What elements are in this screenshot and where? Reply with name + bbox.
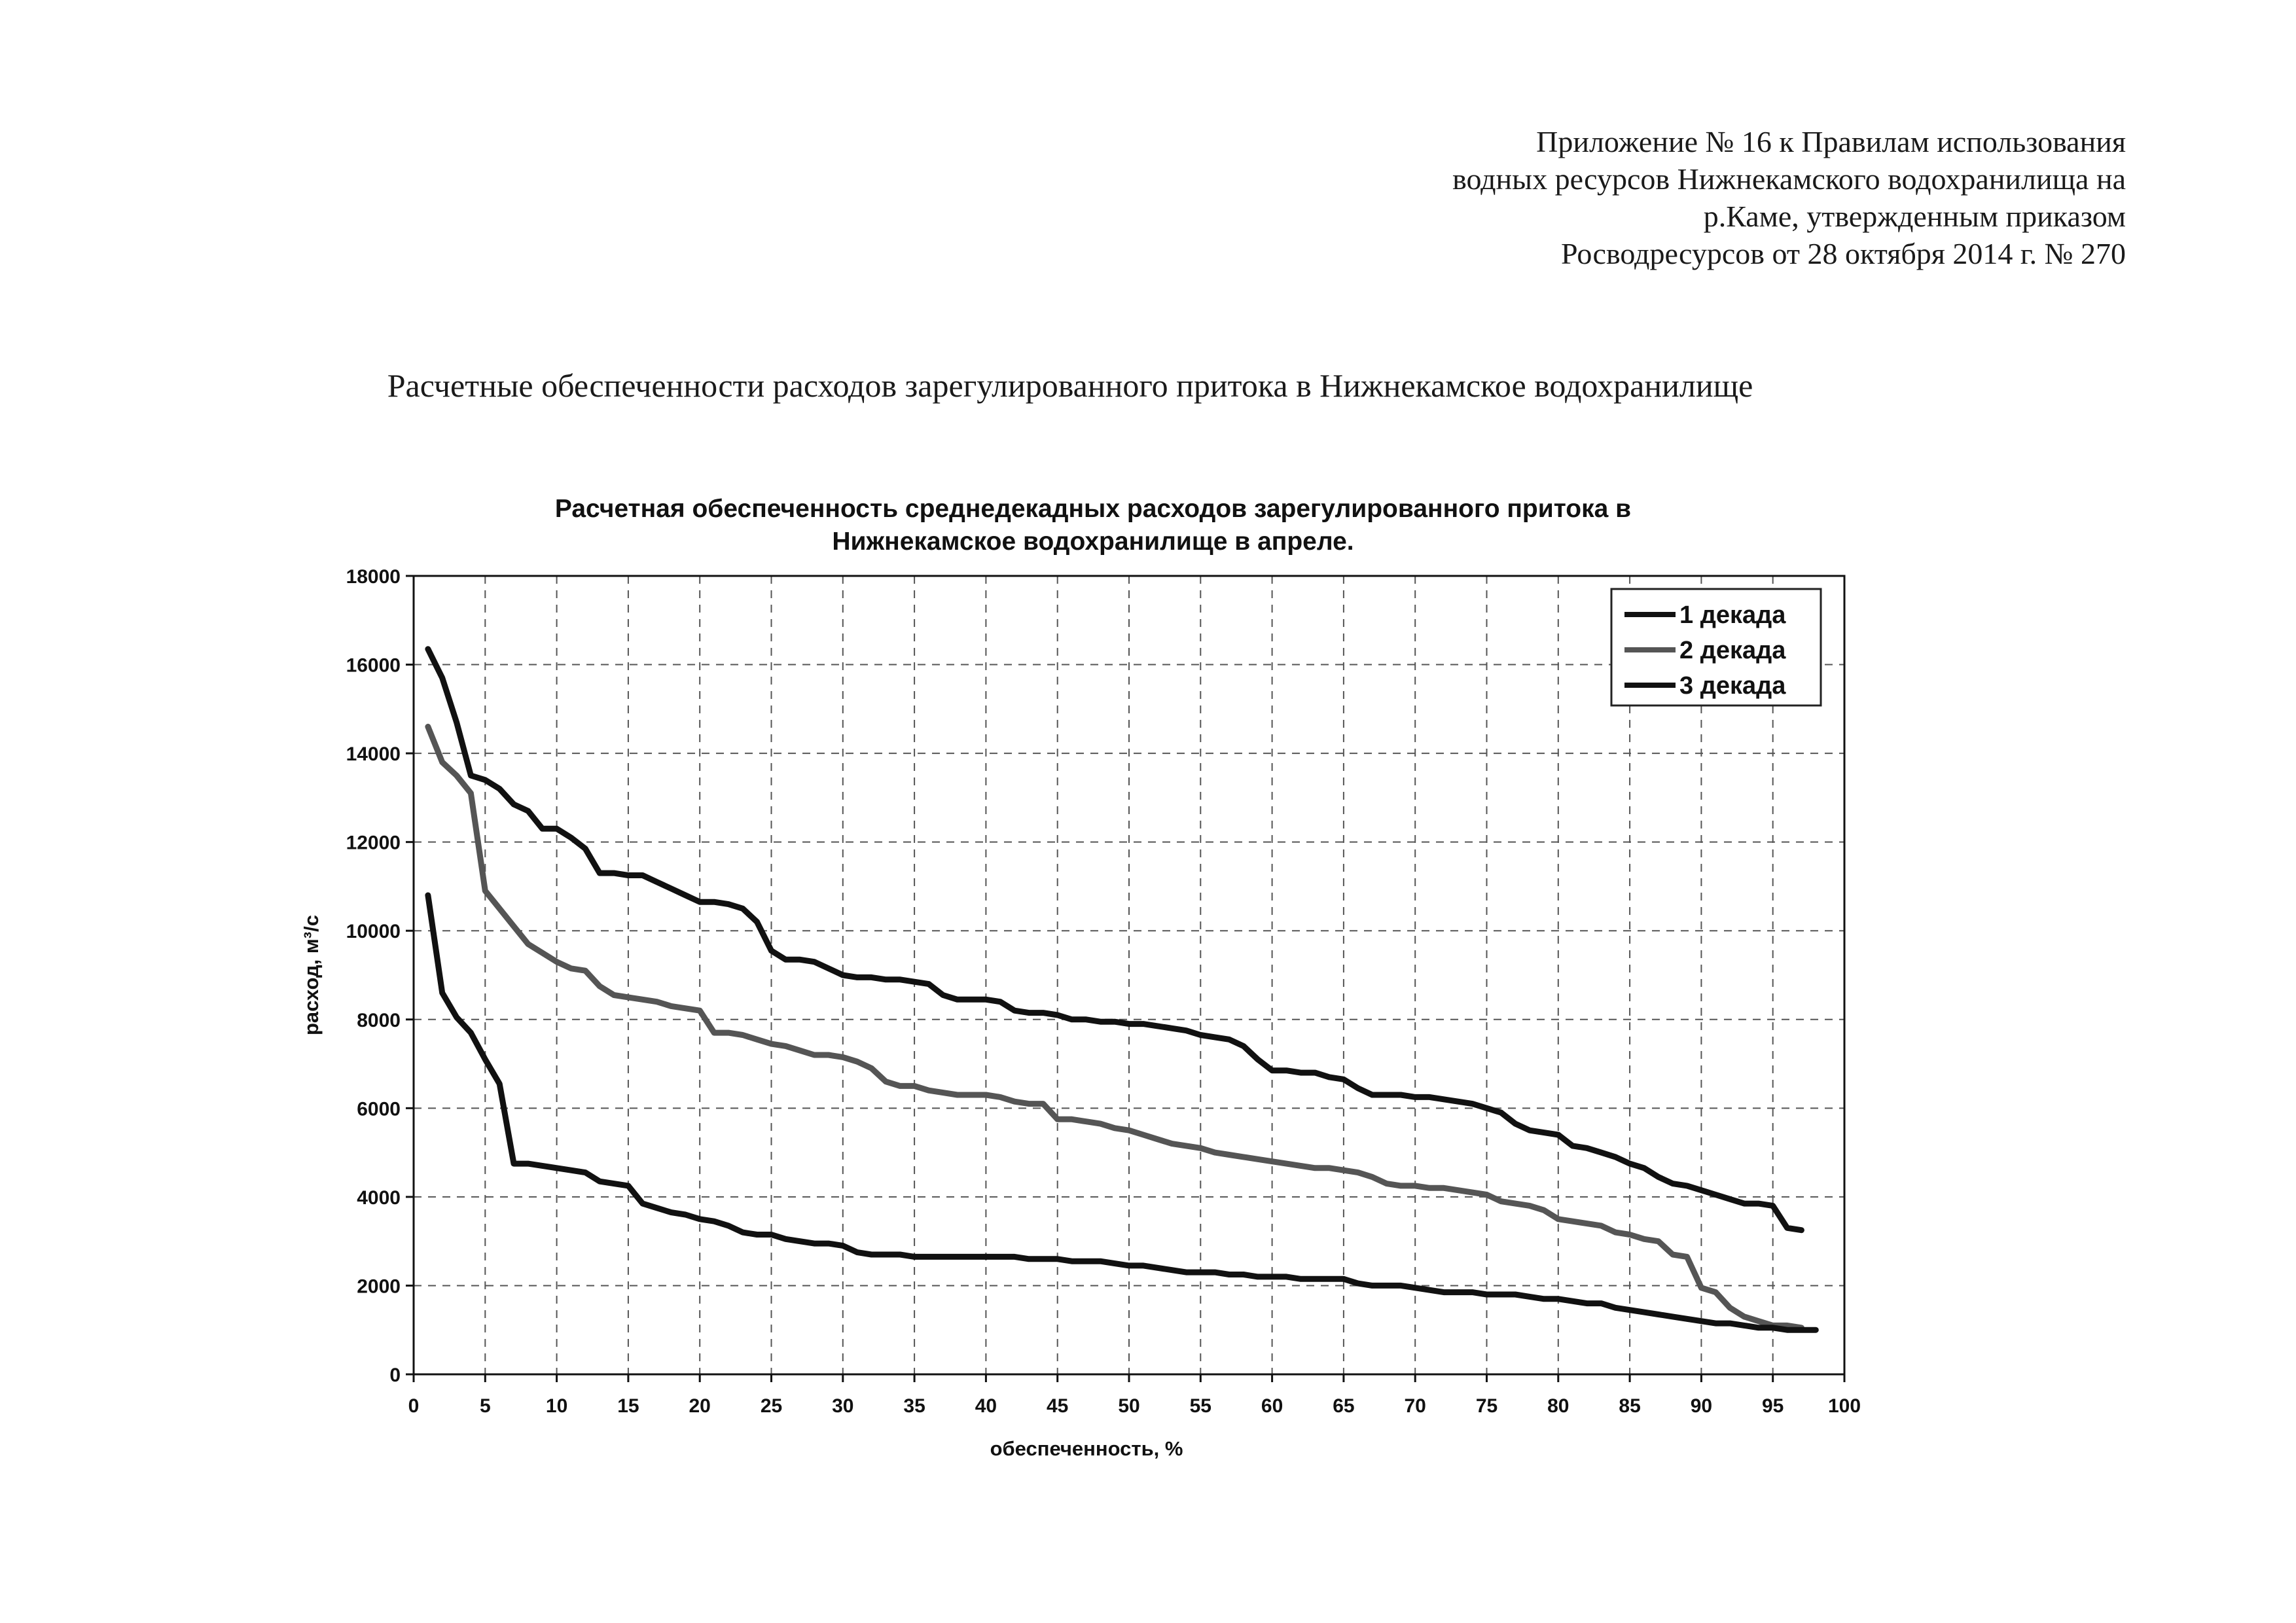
x-tick-label: 85 [1619,1395,1641,1417]
legend-label-1: 1 декада [1679,601,1786,629]
y-tick-label: 16000 [346,654,401,677]
header-line: водных ресурсов Нижнекамского водохранилища на [1452,162,2126,196]
x-tick-label: 10 [545,1395,568,1417]
header-line: р.Каме, утвержденным приказом [1703,200,2126,233]
x-tick-label: 75 [1475,1395,1498,1417]
x-tick-label: 90 [1690,1395,1713,1417]
legend-label-3: 3 декада [1679,672,1786,700]
chart-title-line-2: Нижнекамское водохранилище в апреле. [832,527,1354,556]
y-tick-label: 0 [389,1364,401,1386]
x-tick-label: 65 [1333,1395,1355,1417]
y-tick-label: 2000 [357,1275,401,1298]
series-line-2 [428,726,1802,1327]
x-tick-label: 50 [1118,1395,1140,1417]
y-axis-label: расход, м³/с [300,914,323,1036]
y-tick-label: 14000 [346,743,401,766]
series-line-1 [428,649,1802,1230]
series-line-3 [428,895,1816,1330]
chart-title-line-1: Расчетная обеспеченность среднедекадных расходов зарегулированного притока в [554,495,1632,523]
x-tick-label: 25 [760,1395,783,1417]
header-line: Приложение № 16 к Правилам использования [1536,125,2126,158]
y-tick-label: 10000 [346,921,401,943]
x-tick-label: 45 [1047,1395,1069,1417]
x-tick-label: 15 [617,1395,639,1417]
x-tick-label: 80 [1547,1395,1570,1417]
legend-label-2: 2 декада [1679,637,1786,664]
series-group [428,649,1816,1330]
y-tick-label: 6000 [357,1098,401,1120]
y-tick-label: 18000 [346,566,401,588]
x-tick-label: 55 [1189,1395,1211,1417]
legend [1611,589,1821,705]
y-tick-label: 12000 [346,832,401,854]
x-tick-label: 30 [832,1395,854,1417]
header-line: Росводресурсов от 28 октября 2014 г. № 270 [1560,237,2126,270]
x-tick-label: 35 [903,1395,925,1417]
x-tick-label: 60 [1261,1395,1283,1417]
x-axis-label: обеспеченность, % [990,1437,1183,1460]
x-tick-label: 100 [1827,1395,1861,1417]
x-tick-label: 5 [479,1395,491,1417]
x-tick-label: 0 [408,1395,420,1417]
y-tick-label: 8000 [357,1009,401,1031]
x-tick-label: 70 [1404,1395,1426,1417]
x-tick-label: 40 [975,1395,997,1417]
document-title: Расчетные обеспеченности расходов зарегулированного притока в Нижнекамское водохранилище [387,367,1753,404]
y-tick-label: 4000 [357,1186,401,1209]
x-tick-label: 20 [689,1395,711,1417]
x-tick-label: 95 [1762,1395,1784,1417]
